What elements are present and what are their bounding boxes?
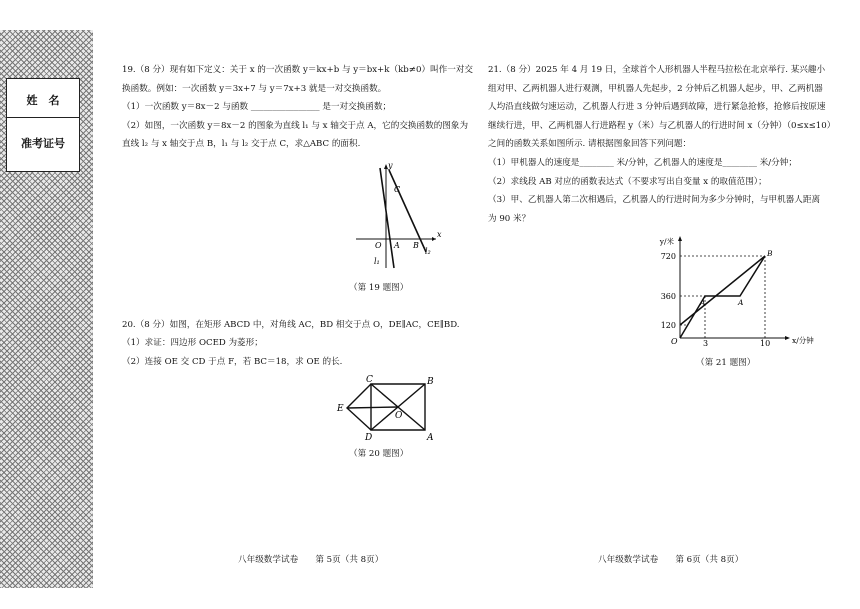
id-label: 准考证号 <box>21 137 65 150</box>
fig21-tick-120: 120 <box>660 321 676 330</box>
fig19-label-y: y <box>388 161 393 170</box>
fig21-point-a: A <box>738 298 744 307</box>
fig19-label-x: x <box>437 230 442 239</box>
fig21-xlabel: x/分钟 <box>792 336 814 345</box>
q19-line4: （2）如图，一次函数 y＝8x－2 的图象为直线 l₁ 与 x 轴交于点 A，它的交换函数的图象为 <box>122 121 469 131</box>
fig20-label-b: B <box>427 377 434 387</box>
q19-figure <box>350 160 450 272</box>
fig21-point-a-left: A <box>700 298 706 307</box>
fig19-label-o: O <box>375 241 382 250</box>
q21-line7: （2）求线段 AB 对应的函数表达式（不要求写出自变量 x 的取值范围）； <box>488 177 767 187</box>
fig20-label-a: A <box>427 433 434 443</box>
fig19-label-a: A <box>394 241 400 250</box>
fig19-label-l1: l₁ <box>374 257 380 266</box>
fig21-tick-3: 3 <box>703 339 709 348</box>
divider <box>7 117 79 118</box>
q21-line4: 继续行进，甲、乙两机器人行进路程 y（米）与乙机器人的行进时间 x（分钟）（0≤x≤10） <box>488 121 836 131</box>
footer-left: 八年级数学试卷 第 5页（共 8页） <box>238 555 384 565</box>
q21-line6: （1）甲机器人的速度是________ 米/分钟，乙机器人的速度是________ 米/分钟； <box>488 158 797 168</box>
fig21-tick-360: 360 <box>660 292 676 301</box>
footer-right: 八年级数学试卷 第 6页（共 8页） <box>598 555 744 565</box>
q21-line1: 21.（8 分）2025 年 4 月 19 日，全球首个人形机器人半程马拉松在北京举行. 某兴趣小 <box>488 65 826 75</box>
q21-line8: （3）甲、乙机器人第二次相遇后，乙机器人的行进时间为多少分钟时，与甲机器人距离 <box>488 195 821 205</box>
fig21-ylabel: y/米 <box>659 237 674 246</box>
q20-line1: 20.（8 分）如图，在矩形 ABCD 中，对角线 AC，BD 相交于点 O，DE∥AC，CE∥BD. <box>122 320 460 330</box>
fig21-point-b: B <box>767 249 773 258</box>
q20-line2: （1）求证：四边形 OCED 为菱形； <box>122 338 263 348</box>
fig21-origin: O <box>671 337 678 346</box>
q21-caption: （第 21 题图） <box>696 358 756 368</box>
q19-line1: 19.（8 分）现有如下定义：关于 x 的一次函数 y＝kx+b 与 y＝bx+k（kb≠0）叫作一对交 <box>122 65 474 75</box>
fig19-label-b: B <box>413 241 419 250</box>
fig20-label-c: C <box>366 375 373 385</box>
fig19-label-l2: l₂ <box>425 247 431 256</box>
q19-line2: 换函数。例如：一次函数 y＝3x+7 与 y＝7x+3 就是一对交换函数。 <box>122 84 387 94</box>
fig19-label-c: C <box>394 185 401 194</box>
fig21-tick-720: 720 <box>660 252 676 261</box>
student-info-box <box>6 78 80 172</box>
binding-margin <box>0 30 93 588</box>
q19-caption: （第 19 题图） <box>349 283 409 293</box>
name-label: 姓 名 <box>26 94 60 107</box>
fig20-label-o: O <box>395 411 403 421</box>
fig21-tick-10: 10 <box>760 339 771 348</box>
q19-line5: 直线 l₂ 与 x 轴交于点 B，l₁ 与 l₂ 交于点 C，求△ABC 的面积. <box>122 139 361 149</box>
q21-figure <box>650 232 820 350</box>
q20-figure <box>325 372 445 444</box>
q21-line3: 人均沿直线做匀速运动，乙机器人行进 3 分钟后遇到故障，进行紧急抢修，抢修后按原速 <box>488 102 826 112</box>
q19-line3: （1）一次函数 y＝8x－2 与函数 ________________ 是一对交换函数； <box>122 102 392 112</box>
q21-line9: 为 90 米？ <box>488 214 531 224</box>
fig20-label-d: D <box>365 433 373 443</box>
q20-caption: （第 20 题图） <box>349 449 409 459</box>
q21-line5: 之间的函数关系如图所示. 请根据图象回答下列问题： <box>488 139 692 149</box>
fig20-label-e: E <box>337 404 344 414</box>
q20-line3: （2）连接 OE 交 CD 于点 F，若 BC＝18，求 OE 的长. <box>122 357 343 367</box>
q21-line2: 组对甲、乙两机器人进行观测，甲机器人先起步，2 分钟后乙机器人起步，甲、乙两机器 <box>488 84 823 94</box>
